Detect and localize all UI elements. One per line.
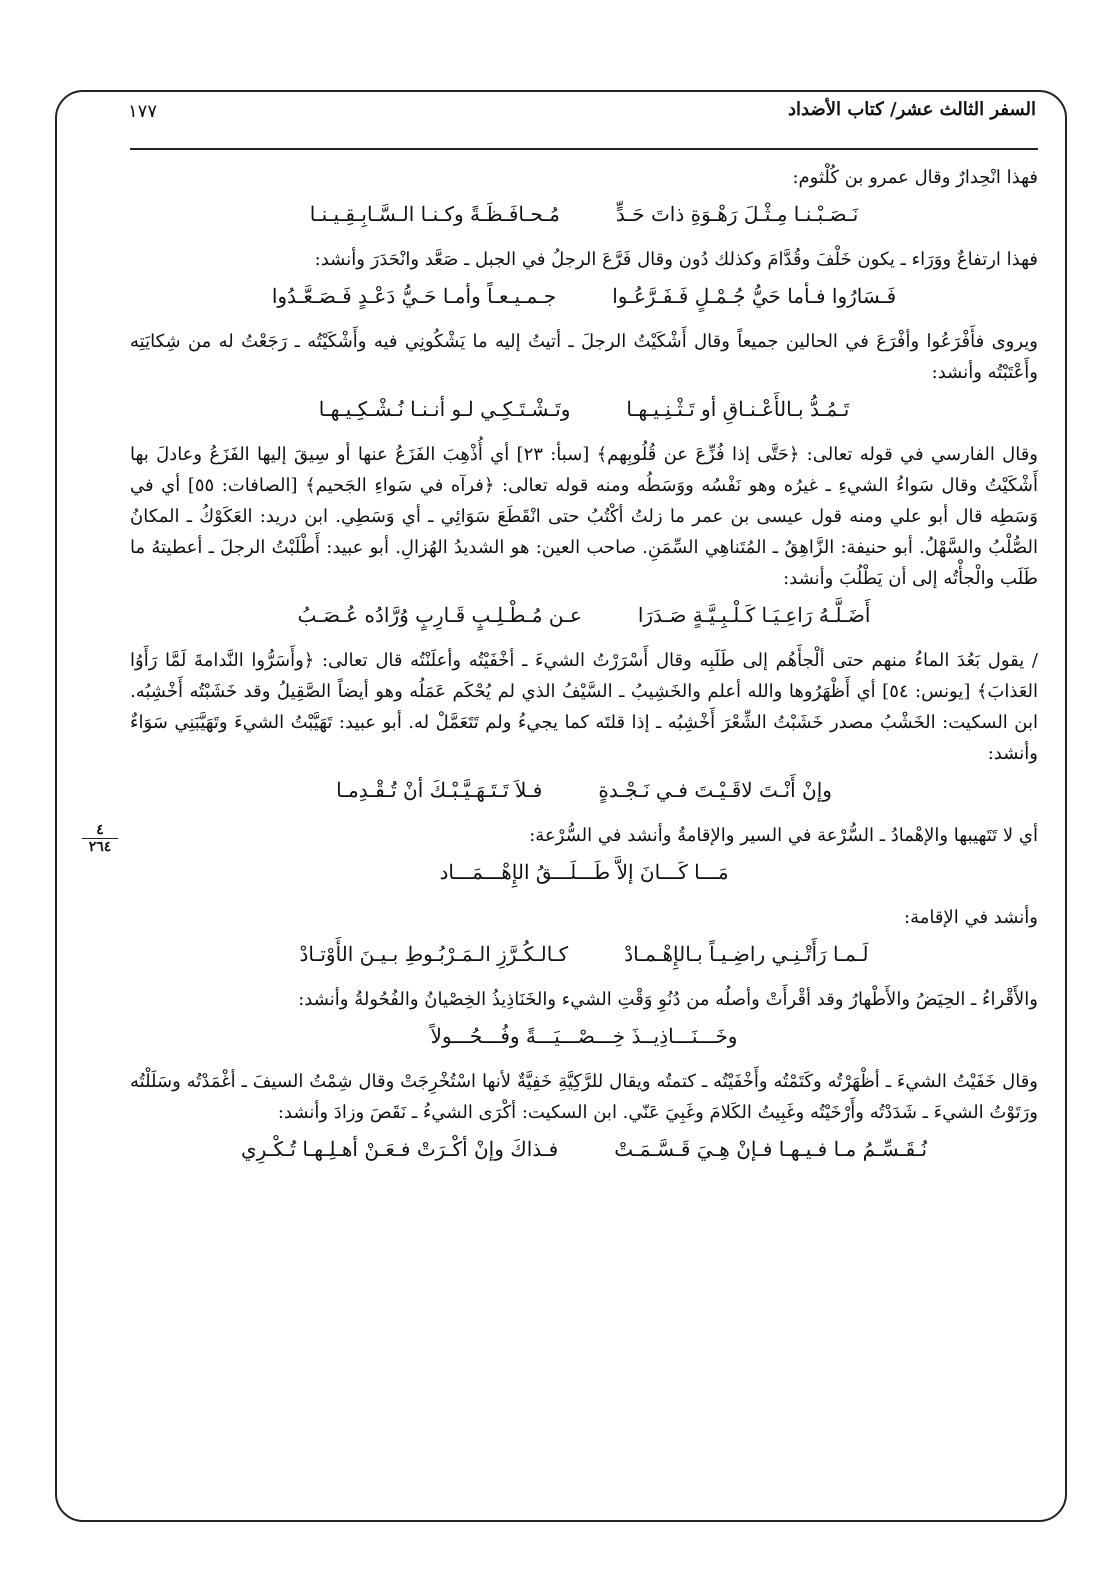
verse-line (130, 939, 1038, 970)
page-body (130, 162, 1038, 1179)
paragraph: والأَقْراءُ ـ الحِيَضُ والأَطْهارُ وقد أقْرأَتْ وأصلُه من دُنُوِ وَقْتِ الشيء والخَنَاذِيذُ الخِصْيانُ والفُحُولةُ وأنشد: (298, 989, 1038, 1010)
verse-hemistich-first: وإنْ أَنْـتَ لاقَـيْـتَ فـي نَـجْـدةٍ (598, 778, 832, 802)
paragraph: / يقول بَعُدَ الماءُ منهم حتى ألْجأَهُم إلى طَلَبِه وقال أَسْرَرْتُ الشيءَ ـ أخْفَيْتُه وأعلَنْتُه قال تعالى: ﴿وأَسَرُّوا النَّدامةَ لَمَّا رَأَوُا العَذابَ﴾ [يونس: ٥٤] أي أَظْهَرُوها والله أعلم والخَشِيبُ ـ السَّيْفُ الذي لم يُحْكَم عَمَلُه وهو أيضاً الصَّقِيلُ وقد خَشَبْتُه أَخْشِبُه. ابن السكيت: الخَشْبُ مصدر خَشَبْتُ الشِّعْرَ أَخْشِبُه ـ إذا قلتَه كما يجيءُ ولم تَتَعَمَّلْ له. أبو عبيد: تَهَيَّبْتُ الشيءَ وتَهَيَّبَنِي سَوَاءٌ وأنشد: (130, 650, 1038, 764)
verse-hemistich-second: وتَـشْـتَـكِـي لـو أنـنـا نُـشْـكِـيـهـا (318, 397, 571, 421)
verse-text: وخَـــنَـــاذِيــذَ خِـــصْـــيَـــةً وفُـــحُـــولاً (430, 1024, 738, 1048)
verse-line (130, 394, 1038, 425)
verse-line (130, 600, 1038, 631)
verse-hemistich-second: فـلاَ تَـتَـهَـيَّـبْـكَ أنْ تُـقْـدِمـا (336, 778, 543, 802)
verse-hemistich-second: مُـحـافَـظَـةً وكـنـا الـسَّـابِـقِـيـنـا (309, 202, 560, 226)
paragraph: فهذا انْحِدارٌ وقال عمرو بن كُلْثوم: (792, 167, 1038, 188)
paragraph: وأنشد في الإقامة: (904, 907, 1038, 928)
running-head: السفر الثالث عشر/ كتاب الأضداد (788, 99, 1036, 120)
verse-hemistich-second: كـالـكُـرَّزِ الـمَـرْبُـوطِ بـيـنَ الأَوْتـادْ (299, 942, 569, 966)
verse-line (130, 1021, 1038, 1052)
verse-line (130, 775, 1038, 806)
verse-line (130, 857, 1038, 888)
verse-hemistich-second: جـمـيـعـاً وأمـا حَـيُّ دَعْـدٍ فَـصَـعَّـدُوا (271, 284, 557, 308)
paragraph: فهذا ارتفاعٌ ووَرَاء ـ يكون خَلْفَ وقُدَّامَ وكذلك دُون وقال فَرَّعَ الرجلُ في الجبل ـ صَعَّد وانْحَدَرَ وأنشد: (314, 249, 1038, 270)
verse-hemistich-first: تَـمُـدُّ بـالأَعْـنـاقِ أو تَـثْـنِـيـهـا (626, 397, 850, 421)
verse-hemistich-second: فـذاكَ وإنْ أكْـرَتْ فـعَـنْ أهـلِـهـا تُـكْـرِي (240, 1137, 559, 1161)
verse-hemistich-first: نَـصَـبْـنـا مِـثْـلَ رَهْـوَةِ ذاتَ حَـدٍّ (615, 202, 859, 226)
verse-line (130, 199, 1038, 230)
verse-text: مَـــا كَـــانَ إلاَّ طَـــلَـــقُ الإِهْـــمَـــاد (439, 860, 729, 884)
verse-hemistich-first: نُـقَـسِّـمُ مـا فـيـهـا فـإنْ هِـيَ قَـسَّـمَـتْ (614, 1137, 928, 1161)
paragraph: وقال خَفَيْتُ الشيءَ ـ أظْهَرْتُه وكَتَمْتُه وأَخْفَيْتُه ـ كتمتُه ويقال للرَّكِيَّةِ خَفِيَّةٌ لأنها اسْتُخْرِجَتْ وقال شِمْتُ السيفَ ـ أغْمَدْتُه وسَلَلْتُه ورَتَوْتُ الشيءَ ـ شَدَدْتُه وأَرْخَيْتُه وغَبِيتُ الكَلامَ وغَبِيَ عَنّي. ابن السكيت: أكْرَى الشيءُ ـ نَقَصَ وزادَ وأنشد: (130, 1071, 1038, 1123)
page-number: ١٧٧ (128, 101, 158, 122)
verse-hemistich-second: عـن مُـطْـلِـبٍ قَـارِبٍ وُرَّادُه عُـصَـبُ (297, 603, 582, 627)
verse-hemistich-first: لَـمـا رَأَتْـنِـي راضِـيـاً بـالإِهْـمـادْ (624, 942, 869, 966)
verse-line (130, 281, 1038, 312)
margin-page-reference (82, 822, 118, 855)
paragraph: أي لا تَتَهيبها والإهْمادُ ـ السُّرْعة في السير والإقامةُ وأنشد في السُّرْعة: (529, 825, 1038, 846)
verse-hemistich-first: فَـسَارُوا فـأما حَيُّ جُـمْـلٍ فَـفَـرَّعُـوا (612, 284, 897, 308)
paragraph: ويروى فأَفْرَعُوا وأفْرَعَ في الحالين جميعاً وقال أَشْكَيْتُ الرجلَ ـ أتيتُ إليه ما يَشْكُونِي فيه وأَشْكَيْتُه ـ رَجَعْتُ له من شِكايَتِه وأَعْتَبْتُه وأنشد: (130, 331, 1038, 383)
header-rule (130, 148, 1038, 150)
paragraph: وقال الفارسي في قوله تعالى: ﴿حَتَّى إذا فُزِّعَ عن قُلُوبِهم﴾ [سبأ: ٢٣] أي أُذْهِبَ الفَزَعُ عنها أو سِيقَ إليها الفَزَعُ وعادلَ بها أَشْكَيْتُ وقال سَواءُ الشيءِ ـ غيرُه وهو نَفْسُه ووَسَطُه ومنه قوله تعالى: ﴿فرآه في سَواءِ الجَحيم﴾ [الصافات: ٥٥] أي في وَسَطِه قال أبو علي ومنه قول عيسى بن عمر ما زلتُ أكْتُبُ حتى انْقَطَعَ سَوَائِي ـ أي وَسَطِي. ابن دريد: العَكَوْكُ ـ المكانُ الصُّلْبُ والسَّهْلُ. أبو حنيفة: الزَّاهِقُ ـ المُتَناهِي السِّمَنِ. صاحب العين: هو الشديدُ الهُزالِ. أبو عبيد: أَطْلَبْتُ الرجلَ ـ أعطيتهُ ما طَلَب والْجأْتُه إلى أن يَطْلُبَ وأنشد: (130, 444, 1038, 589)
verse-hemistich-first: أَضَـلَّـهُ رَاعِـيَـا كَـلْـبِـيَّـةٍ صَـدَرَا (637, 603, 871, 627)
verse-line (130, 1134, 1038, 1165)
margin-ref-volume: ٤ (82, 822, 118, 839)
margin-ref-page: ٢٦٤ (88, 839, 112, 855)
